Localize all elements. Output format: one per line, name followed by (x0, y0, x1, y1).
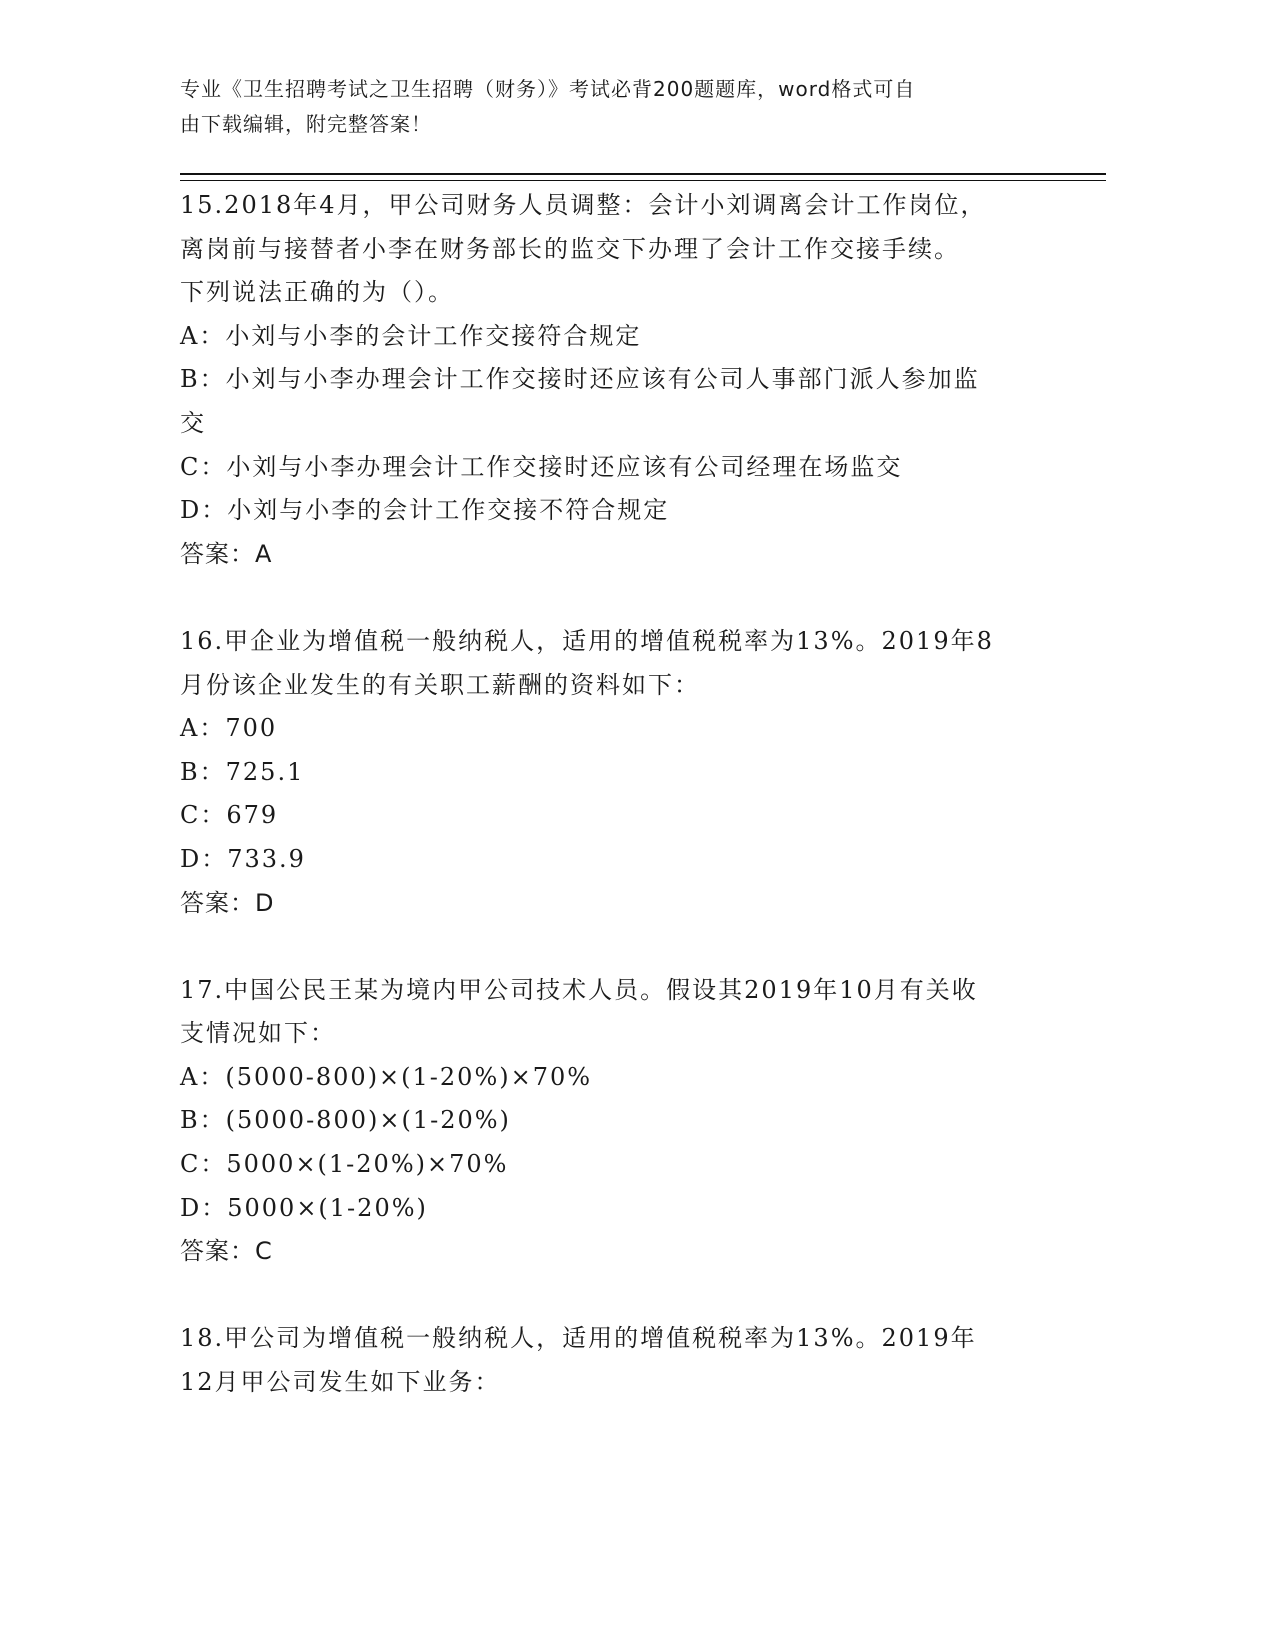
option-c: C：679 (180, 801, 279, 830)
header-divider-thin (180, 180, 1106, 181)
option-c: C：5000×(1-20%)×70% (180, 1150, 509, 1179)
question-list (180, 184, 1040, 1405)
option-b: B：725.1 (180, 757, 305, 786)
spacer (180, 1274, 1040, 1318)
header-line-2: 由下载编辑，附完整答案！ (180, 112, 432, 136)
answer: 答案：D (180, 888, 275, 917)
spacer (180, 576, 1040, 620)
question-18 (180, 1317, 1040, 1404)
question-stem-line: 15.2018年4月，甲公司财务人员调整：会计小刘调离会计工作岗位， (180, 191, 987, 219)
option-b-continuation: 交 (180, 408, 206, 437)
option-a: A：(5000-800)×(1-20%)×70% (180, 1062, 593, 1091)
option-b: B：小刘与小李办理会计工作交接时还应该有公司人事部门派人参加监 (180, 365, 980, 394)
question-stem-line: 18.甲公司为增值税一般纳税人，适用的增值税税率为13%。2019年 (180, 1324, 977, 1353)
option-c: C：小刘与小李办理会计工作交接时还应该有公司经理在场监交 (180, 452, 903, 481)
option-d: D：小刘与小李的会计工作交接不符合规定 (180, 496, 670, 525)
spacer (180, 925, 1040, 969)
question-stem-line: 17.中国公民王某为境内甲公司技术人员。假设其2019年10月有关收 (180, 975, 978, 1004)
document-header (180, 72, 1040, 142)
option-a: A：小刘与小李的会计工作交接符合规定 (180, 321, 642, 350)
question-17 (180, 969, 1040, 1274)
answer: 答案：C (180, 1237, 273, 1266)
question-stem-line: 支情况如下： (180, 1019, 336, 1048)
question-stem-line: 月份该企业发生的有关职工薪酬的资料如下： (180, 670, 700, 699)
question-stem-line: 下列说法正确的为（）。 (180, 278, 454, 307)
option-a: A：700 (180, 714, 278, 743)
answer: 答案：A (180, 539, 273, 568)
header-line-1: 专业《卫生招聘考试之卫生招聘（财务）》考试必背200题题库，word格式可自 (180, 77, 916, 101)
option-d: D：733.9 (180, 844, 306, 873)
question-stem-line: 离岗前与接替者小李在财务部长的监交下办理了会计工作交接手续。 (180, 234, 960, 263)
option-d: D：5000×(1-20%) (180, 1193, 428, 1222)
header-divider-thick (180, 173, 1106, 175)
question-16 (180, 620, 1040, 925)
option-b: B：(5000-800)×(1-20%) (180, 1106, 511, 1135)
question-stem-line: 12月甲公司发生如下业务： (180, 1368, 501, 1397)
question-stem-line: 16.甲企业为增值税一般纳税人，适用的增值税税率为13%。2019年8 (180, 626, 994, 655)
question-15 (180, 184, 1040, 576)
